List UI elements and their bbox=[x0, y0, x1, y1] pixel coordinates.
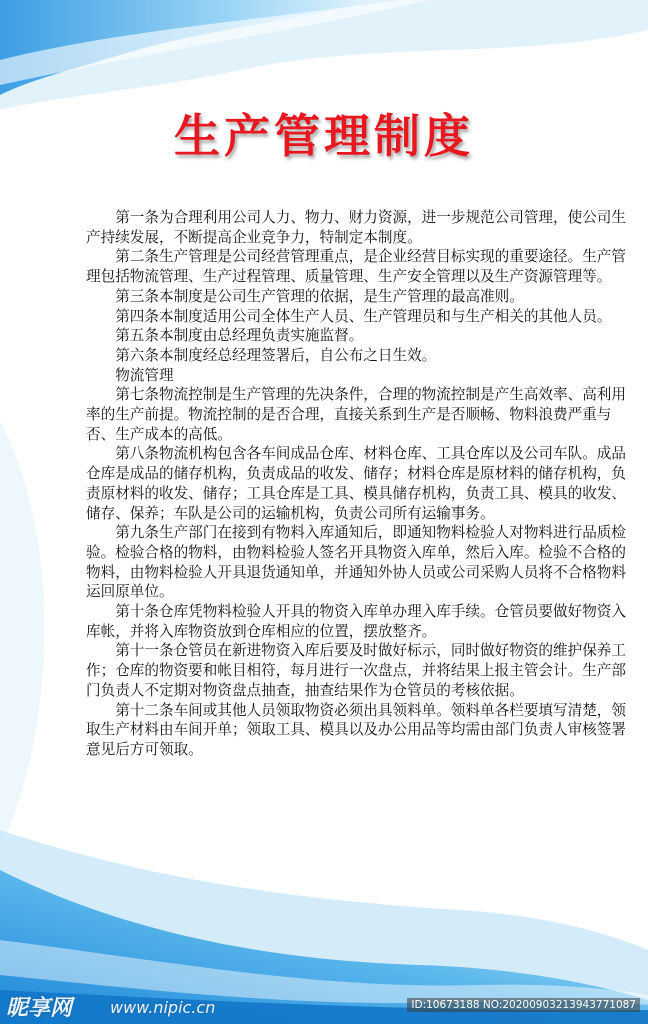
page-title: 生产管理制度 bbox=[174, 109, 474, 163]
watermark-url: www.nipic.cn bbox=[110, 998, 216, 1017]
section-heading: 物流管理 bbox=[115, 366, 174, 384]
paragraph: 第三条本制度是公司生产管理的依据，是生产管理的最高准则。 bbox=[115, 287, 524, 305]
paragraph: 第二条生产管理是公司经营管理重点，是企业经营目标实现的重要途径。生产管理包括物流管理、生产过程管理、质量管理、生产安全管理以及生产资源管理等。 bbox=[86, 248, 626, 286]
regulation-text bbox=[86, 208, 638, 760]
paragraph: 第四条本制度适用公司全体生产人员、生产管理员和与生产相关的其他人员。 bbox=[115, 307, 612, 325]
paragraph: 第十条仓库凭物料检验人开具的物资入库单办理入库手续。仓管员要做好物资入库帐，并将入库物资放到仓库相应的位置，摆放整齐。 bbox=[86, 603, 626, 640]
paragraph: 第七条物流控制是生产管理的先决条件，合理的物流控制是产生高效率、高利用率的生产前提。物流控制的是否合理，直接关系到生产是否顺畅、物料浪费严重与否、生产成本的高低。 bbox=[86, 386, 626, 443]
image-id-label: ID:10673188 NO:20200903213943771087 bbox=[407, 998, 640, 1012]
watermark-logo: 昵享网 bbox=[6, 996, 73, 1021]
paragraph: 第八条物流机构包含各车间成品仓库、材料仓库、工具仓库以及公司车队。成品仓库是成品的储存机构，负责成品的收发、储存；材料仓库是原材料的储存机构，负责原材料的收发、储存；工具仓库是工具、模具储存机构，负责工具、模具的收发、储存、保养；车队是公司的运输机构，负责公司所有运输事务。 bbox=[86, 445, 626, 522]
paragraph: 第六条本制度经总经理签署后，自公布之日生效。 bbox=[115, 346, 437, 364]
paragraph: 第十二条车间或其他人员领取物资必须出具领料单。领料单各栏要填写清楚，领取生产材料由车间开单；领取工具、模具以及办公用品等均需由部门负责人审核签署意见后方可领取。 bbox=[86, 701, 626, 758]
paragraph: 第五条本制度由总经理负责实施监督。 bbox=[115, 327, 364, 345]
paragraph: 第九条生产部门在接到有物料入库通知后，即通知物料检验人对物料进行品质检验。检验合格的物料，由物料检验人签名开具物资入库单，然后入库。检验不合格的物料，由物料检验人开具退货通知单，并通知外协人员或公司采购人员将不合格物料运回原单位。 bbox=[86, 524, 626, 601]
left-wave-streak bbox=[0, 420, 44, 850]
paragraph: 第一条为合理利用公司人力、物力、财力资源，进一步规范公司管理，使公司生产持续发展，不断提高企业竞争力，特制定本制度。 bbox=[86, 209, 626, 246]
paragraph: 第十一条仓管员在新进物资入库后要及时做好标示，同时做好物资的维护保养工作；仓库的物资要和帐目相符，每月进行一次盘点，并将结果上报主管会计。生产部门负责人不定期对物资盘点抽查，抽查结果作为仓管员的考核依据。 bbox=[86, 642, 626, 699]
